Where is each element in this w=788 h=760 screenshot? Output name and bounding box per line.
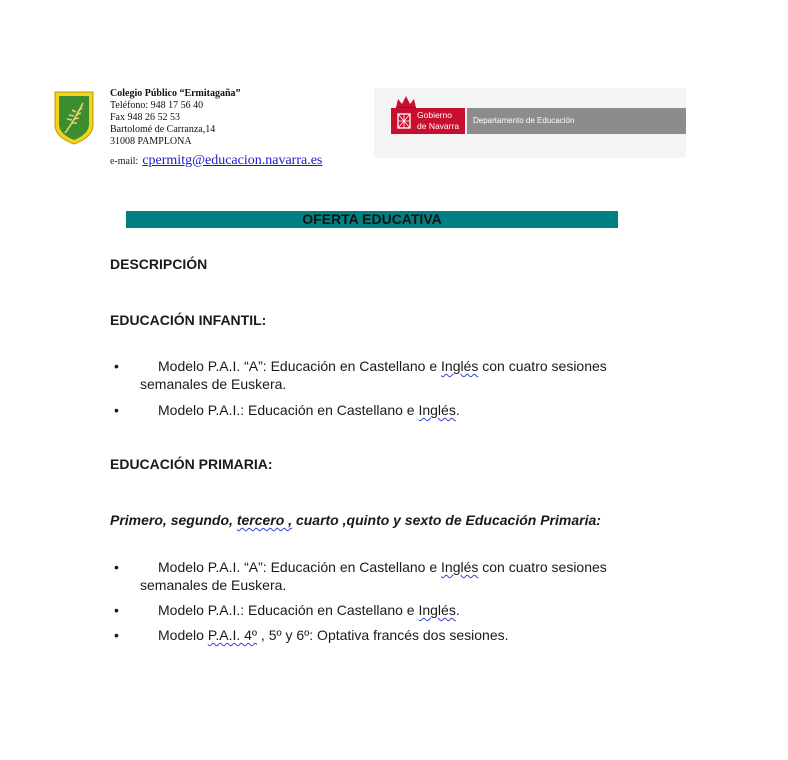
department-name: Departamento de Educación — [473, 116, 575, 125]
bullet-icon: • — [114, 559, 119, 575]
school-city: 31008 PAMPLONA — [110, 136, 192, 147]
gobierno-navarra-logo — [374, 88, 686, 158]
school-contact-block — [110, 88, 241, 148]
school-shield-logo — [54, 91, 94, 145]
email-label: e-mail: — [110, 156, 139, 167]
list-item: Modelo P.A.I.: Educación en Castellano e Inglés. — [158, 602, 460, 618]
list-item: Modelo P.A.I.: Educación en Castellano e Inglés. — [158, 402, 460, 418]
school-phone: Teléfono: 948 17 56 40 — [110, 100, 204, 111]
list-item: Modelo P.A.I. “A”: Educación en Castellano e Inglés con cuatro sesiones semanales de Euskera. — [140, 559, 607, 593]
navarra-emblem-icon — [397, 113, 411, 129]
list-item: Modelo P.A.I. “A”: Educación en Castellano e Inglés con cuatro sesiones semanales de Euskera. — [140, 358, 607, 392]
page-title: OFERTA EDUCATIVA — [126, 211, 618, 228]
bullet-icon: • — [114, 402, 119, 418]
gov-gray-band — [467, 108, 686, 134]
list-item: Modelo P.A.I. 4º , 5º y 6º: Optativa francés dos sesiones. — [158, 627, 509, 643]
primaria-heading: EDUCACIÓN PRIMARIA: — [110, 456, 273, 472]
school-fax: Fax 948 26 52 53 — [110, 112, 180, 123]
infantil-heading: EDUCACIÓN INFANTIL: — [110, 312, 267, 328]
email-row — [110, 151, 322, 169]
gov-name: Gobierno de Navarra — [417, 110, 460, 131]
school-address: Bartolomé de Carranza,14 — [110, 124, 216, 135]
bullet-icon: • — [114, 627, 119, 643]
school-name: Colegio Público “Ermitagaña” — [110, 88, 241, 99]
gov-red-band — [391, 108, 465, 134]
description-heading: DESCRIPCIÓN — [110, 256, 208, 272]
bullet-icon: • — [114, 358, 119, 374]
bullet-icon: • — [114, 602, 119, 618]
email-link[interactable]: cpermitg@educacion.navarra.es — [142, 153, 323, 168]
primaria-subheading: Primero, segundo, tercero , cuarto ,quinto y sexto de Educación Primaria: — [110, 512, 601, 528]
